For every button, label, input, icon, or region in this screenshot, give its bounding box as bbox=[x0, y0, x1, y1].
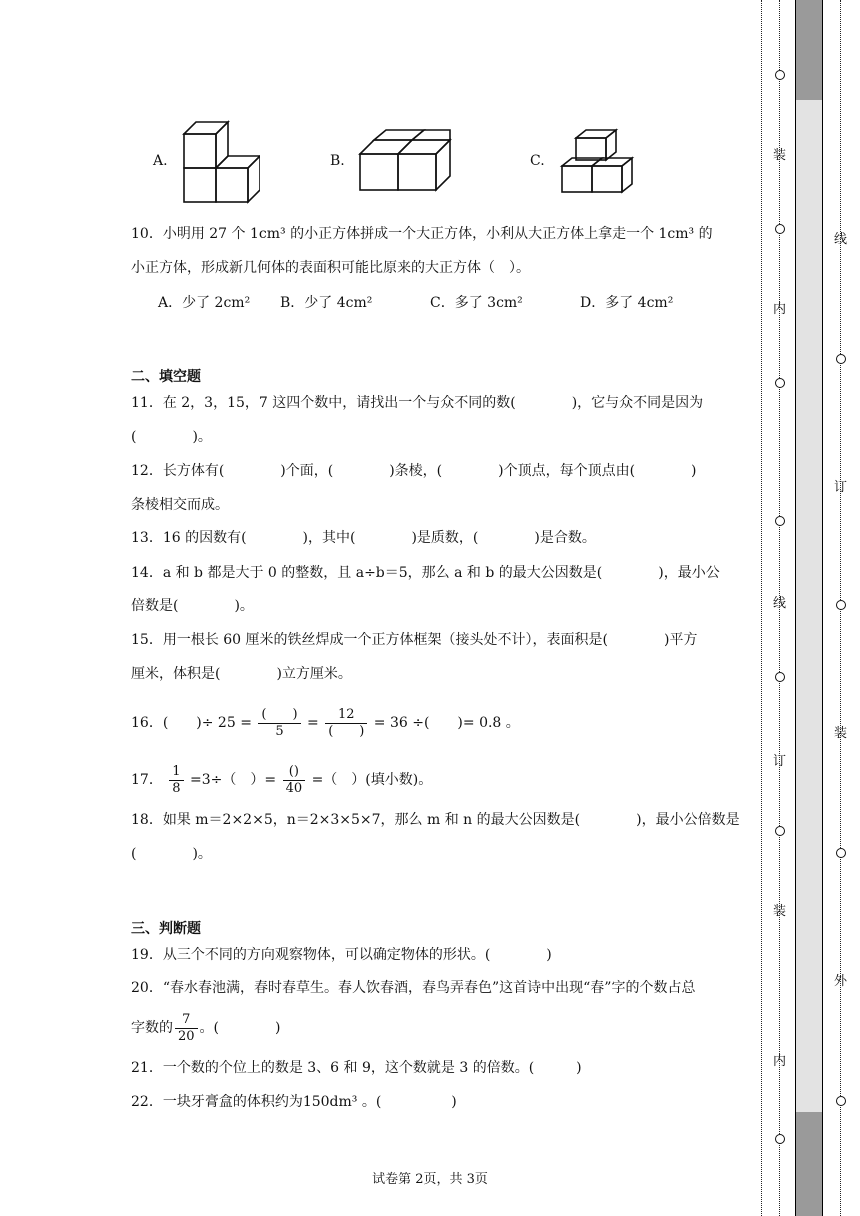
q14-line-2: 倍数是( )。 bbox=[131, 598, 254, 614]
q9-option-c-figure bbox=[558, 126, 638, 196]
q9-option-c-label: C. bbox=[530, 153, 545, 169]
q13: 13．16 的因数有( )，其中( )是质数，( )是合数。 bbox=[131, 530, 596, 546]
binding-dotted-line-left bbox=[761, 0, 762, 1216]
q17-fraction-1: $\frac{1}{8}$ bbox=[169, 764, 183, 797]
binding-char-zhuang-2: 装 bbox=[773, 904, 787, 919]
q9-option-a-label: A. bbox=[153, 153, 168, 169]
q21: 21．一个数的个位上的数是 3、6 和 9，这个数就是 3 的倍数。( ) bbox=[131, 1060, 582, 1076]
q10-option-a: A．少了 2cm² bbox=[158, 295, 251, 311]
q18-line-1: 18．如果 m＝2×2×5，n＝2×3×5×7，那么 m 和 n 的最大公因数是( )，最小公倍数是 bbox=[131, 812, 740, 828]
q9-option-a-figure bbox=[180, 116, 260, 206]
binding-char-ding-2: 订 bbox=[834, 480, 848, 495]
binding-gray-top bbox=[796, 0, 822, 100]
binding-hole-5 bbox=[775, 672, 785, 682]
binding-char-zhuang-3: 装 bbox=[834, 726, 848, 741]
q16-fraction-2: $\frac{12}{( )}$ bbox=[325, 707, 367, 740]
q19: 19．从三个不同的方向观察物体，可以确定物体的形状。( ) bbox=[131, 947, 552, 963]
q10-option-b: B．少了 4cm² bbox=[280, 295, 373, 311]
binding-hole-2 bbox=[775, 224, 785, 234]
q16-part-1: ( )÷ 25 = bbox=[162, 715, 252, 731]
binding-hole-r3 bbox=[836, 848, 846, 858]
q12-line-1: 12．长方体有( )个面，( )条棱，( )个顶点，每个顶点由( ) bbox=[131, 463, 697, 479]
binding-hole-r4 bbox=[836, 1096, 846, 1106]
q17: 17． $\frac{1}{8}$ =3÷（ ）= $\frac{()}{40}$ =（ ）(填小数)。 bbox=[131, 763, 433, 796]
binding-light-panel bbox=[796, 100, 822, 1112]
q16-fraction-1: $\frac{( )}{5}$ bbox=[258, 707, 300, 740]
q10-line-2: 小正方体，形成新几何体的表面积可能比原来的大正方体（ ）。 bbox=[131, 260, 530, 276]
section-3-heading: 三、判断题 bbox=[131, 921, 201, 937]
binding-hole-r1 bbox=[836, 354, 846, 364]
q12-line-2: 条棱相交而成。 bbox=[131, 497, 229, 513]
binding-hole-r2 bbox=[836, 600, 846, 610]
q9-option-b-label: B. bbox=[330, 153, 345, 169]
q20-line-2: 字数的 $\frac{7}{20}$ 。( ) bbox=[131, 1011, 281, 1044]
q22: 22．一块牙膏盒的体积约为150dm³ 。( ) bbox=[131, 1094, 457, 1110]
q18-line-2: ( )。 bbox=[131, 846, 212, 862]
q20-fraction: $\frac{7}{20}$ bbox=[175, 1012, 198, 1045]
binding-char-nei-2: 内 bbox=[773, 1054, 787, 1069]
binding-char-zhuang-1: 装 bbox=[773, 148, 787, 163]
q11-line-2: ( )。 bbox=[131, 429, 212, 445]
q11-line-1: 11．在 2，3，15，7 这四个数中，请找出一个与众不同的数( )，它与众不同是因为 bbox=[131, 395, 704, 411]
q16-part-2: = 36 ÷( )= 0.8 。 bbox=[373, 715, 520, 731]
q10-option-c: C．多了 3cm² bbox=[430, 295, 523, 311]
binding-hole-6 bbox=[775, 826, 785, 836]
q16: 16．( )÷ 25 = $\frac{( )}{5}$ = $\frac{12}{( )}$ = 36 ÷( )= 0.8 。 bbox=[131, 706, 520, 739]
q14-line-1: 14．a 和 b 都是大于 0 的整数，且 a÷b＝5，那么 a 和 b 的最大公因数是( )，最小公 bbox=[131, 565, 720, 581]
binding-char-wai: 外 bbox=[834, 974, 848, 989]
binding-char-ding-1: 订 bbox=[773, 754, 787, 769]
binding-hole-3 bbox=[775, 378, 785, 388]
q9-option-b-figure bbox=[356, 128, 452, 194]
section-2-heading: 二、填空题 bbox=[131, 369, 201, 385]
binding-hole-1 bbox=[775, 70, 785, 80]
binding-char-xian-1: 线 bbox=[773, 596, 787, 611]
q17-fraction-2: $\frac{()}{40}$ bbox=[283, 764, 306, 797]
q15-line-2: 厘米，体积是( )立方厘米。 bbox=[131, 666, 352, 682]
q10-option-d: D．多了 4cm² bbox=[580, 295, 674, 311]
binding-hole-7 bbox=[775, 1134, 785, 1144]
page-footer: 试卷第 2页，共 3页 bbox=[372, 1172, 488, 1187]
binding-char-nei-1: 内 bbox=[773, 302, 787, 317]
binding-border-right bbox=[822, 0, 823, 1216]
q15-line-1: 15．用一根长 60 厘米的铁丝焊成一个正方体框架（接头处不计），表面积是( )平方 bbox=[131, 632, 698, 648]
q20-line-1: 20．“春水春池满，春时春草生。春人饮春酒，春鸟弄春色”这首诗中出现“春”字的个数占总 bbox=[131, 980, 696, 996]
binding-gray-bottom bbox=[796, 1112, 822, 1216]
binding-char-xian-2: 线 bbox=[834, 232, 848, 247]
q10-line-1: 10．小明用 27 个 1cm³ 的小正方体拼成一个大正方体，小利从大正方体上拿走一个 1cm³ 的 bbox=[131, 226, 713, 242]
binding-hole-4 bbox=[775, 516, 785, 526]
